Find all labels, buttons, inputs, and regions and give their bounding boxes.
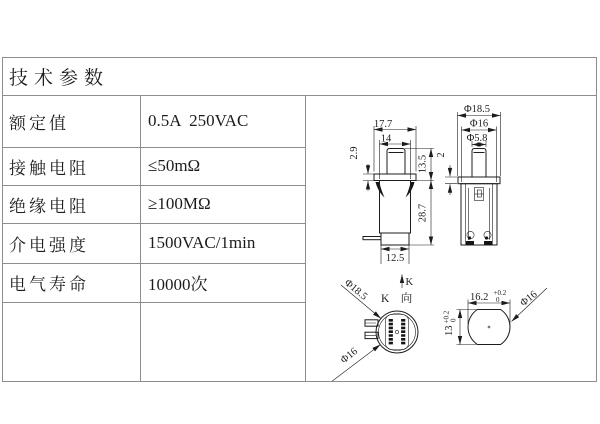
param-label-contact-resistance: 接触电阻 bbox=[9, 158, 89, 178]
bottom-inner-circle bbox=[379, 314, 416, 351]
view-label: K 向 bbox=[381, 293, 413, 305]
param-label-rated-value: 额定值 bbox=[9, 113, 69, 133]
dim-label: 28.7 bbox=[417, 203, 429, 223]
front-body bbox=[461, 184, 497, 245]
dim-label: Φ5.8 bbox=[466, 133, 488, 144]
dim-label: Φ16 bbox=[338, 346, 360, 367]
bottom-view-drawing bbox=[331, 277, 418, 381]
dim-label: 13.5 bbox=[417, 154, 429, 174]
side-body bbox=[380, 181, 411, 234]
cutout-view-drawing bbox=[443, 288, 548, 345]
param-value-insulation-resistance: ≥100MΩ bbox=[148, 194, 211, 213]
dim-tolerance: 0 bbox=[449, 318, 458, 322]
param-value-electrical-life: 10000次 bbox=[148, 275, 208, 294]
param-label-dielectric-strength: 介电强度 bbox=[9, 235, 89, 255]
dim-label: Φ18.5 bbox=[463, 104, 491, 115]
dim-tolerance: +0.2 bbox=[493, 289, 507, 297]
param-value-dielectric-strength: 1500VAC/1min bbox=[148, 233, 256, 252]
side-base bbox=[381, 233, 409, 245]
table-border-left bbox=[2, 57, 3, 381]
side-flange bbox=[374, 174, 416, 181]
bottom-outer-circle bbox=[376, 311, 418, 353]
dim-label: 14 bbox=[380, 133, 392, 145]
dim-label: 17.7 bbox=[373, 119, 393, 130]
table-column-divider-1 bbox=[140, 95, 141, 381]
dim-tolerance: 0 bbox=[496, 296, 500, 304]
dim-label: 2 bbox=[436, 152, 447, 158]
table-border-bottom bbox=[2, 381, 597, 382]
dim-label: 16.2 bbox=[470, 292, 489, 303]
front-view-drawing bbox=[436, 104, 501, 245]
dim-label: Φ16 bbox=[469, 118, 489, 130]
dim-label: 12.5 bbox=[385, 253, 405, 264]
param-label-electrical-life: 电气寿命 bbox=[9, 275, 89, 294]
dim-label: 2.9 bbox=[349, 146, 360, 160]
front-flange bbox=[458, 177, 500, 184]
side-view-drawing bbox=[349, 119, 434, 288]
param-label-insulation-resistance: 绝缘电阻 bbox=[9, 196, 89, 216]
engineering-drawings bbox=[305, 95, 597, 381]
param-value-rated-value: 0.5A 250VAC bbox=[148, 111, 249, 130]
param-value-contact-resistance: ≤50mΩ bbox=[148, 156, 201, 175]
dim-label: Φ18.5 bbox=[342, 277, 370, 303]
dim-label: Φ16 bbox=[518, 289, 540, 309]
view-direction-label: K bbox=[405, 277, 414, 288]
table-header-title: 技术参数 bbox=[9, 68, 110, 89]
dim-label: 13 bbox=[444, 325, 455, 336]
side-terminal-wire bbox=[363, 237, 381, 240]
dim-tolerance: +0.2 bbox=[442, 310, 451, 324]
table-row-divider bbox=[2, 302, 305, 303]
